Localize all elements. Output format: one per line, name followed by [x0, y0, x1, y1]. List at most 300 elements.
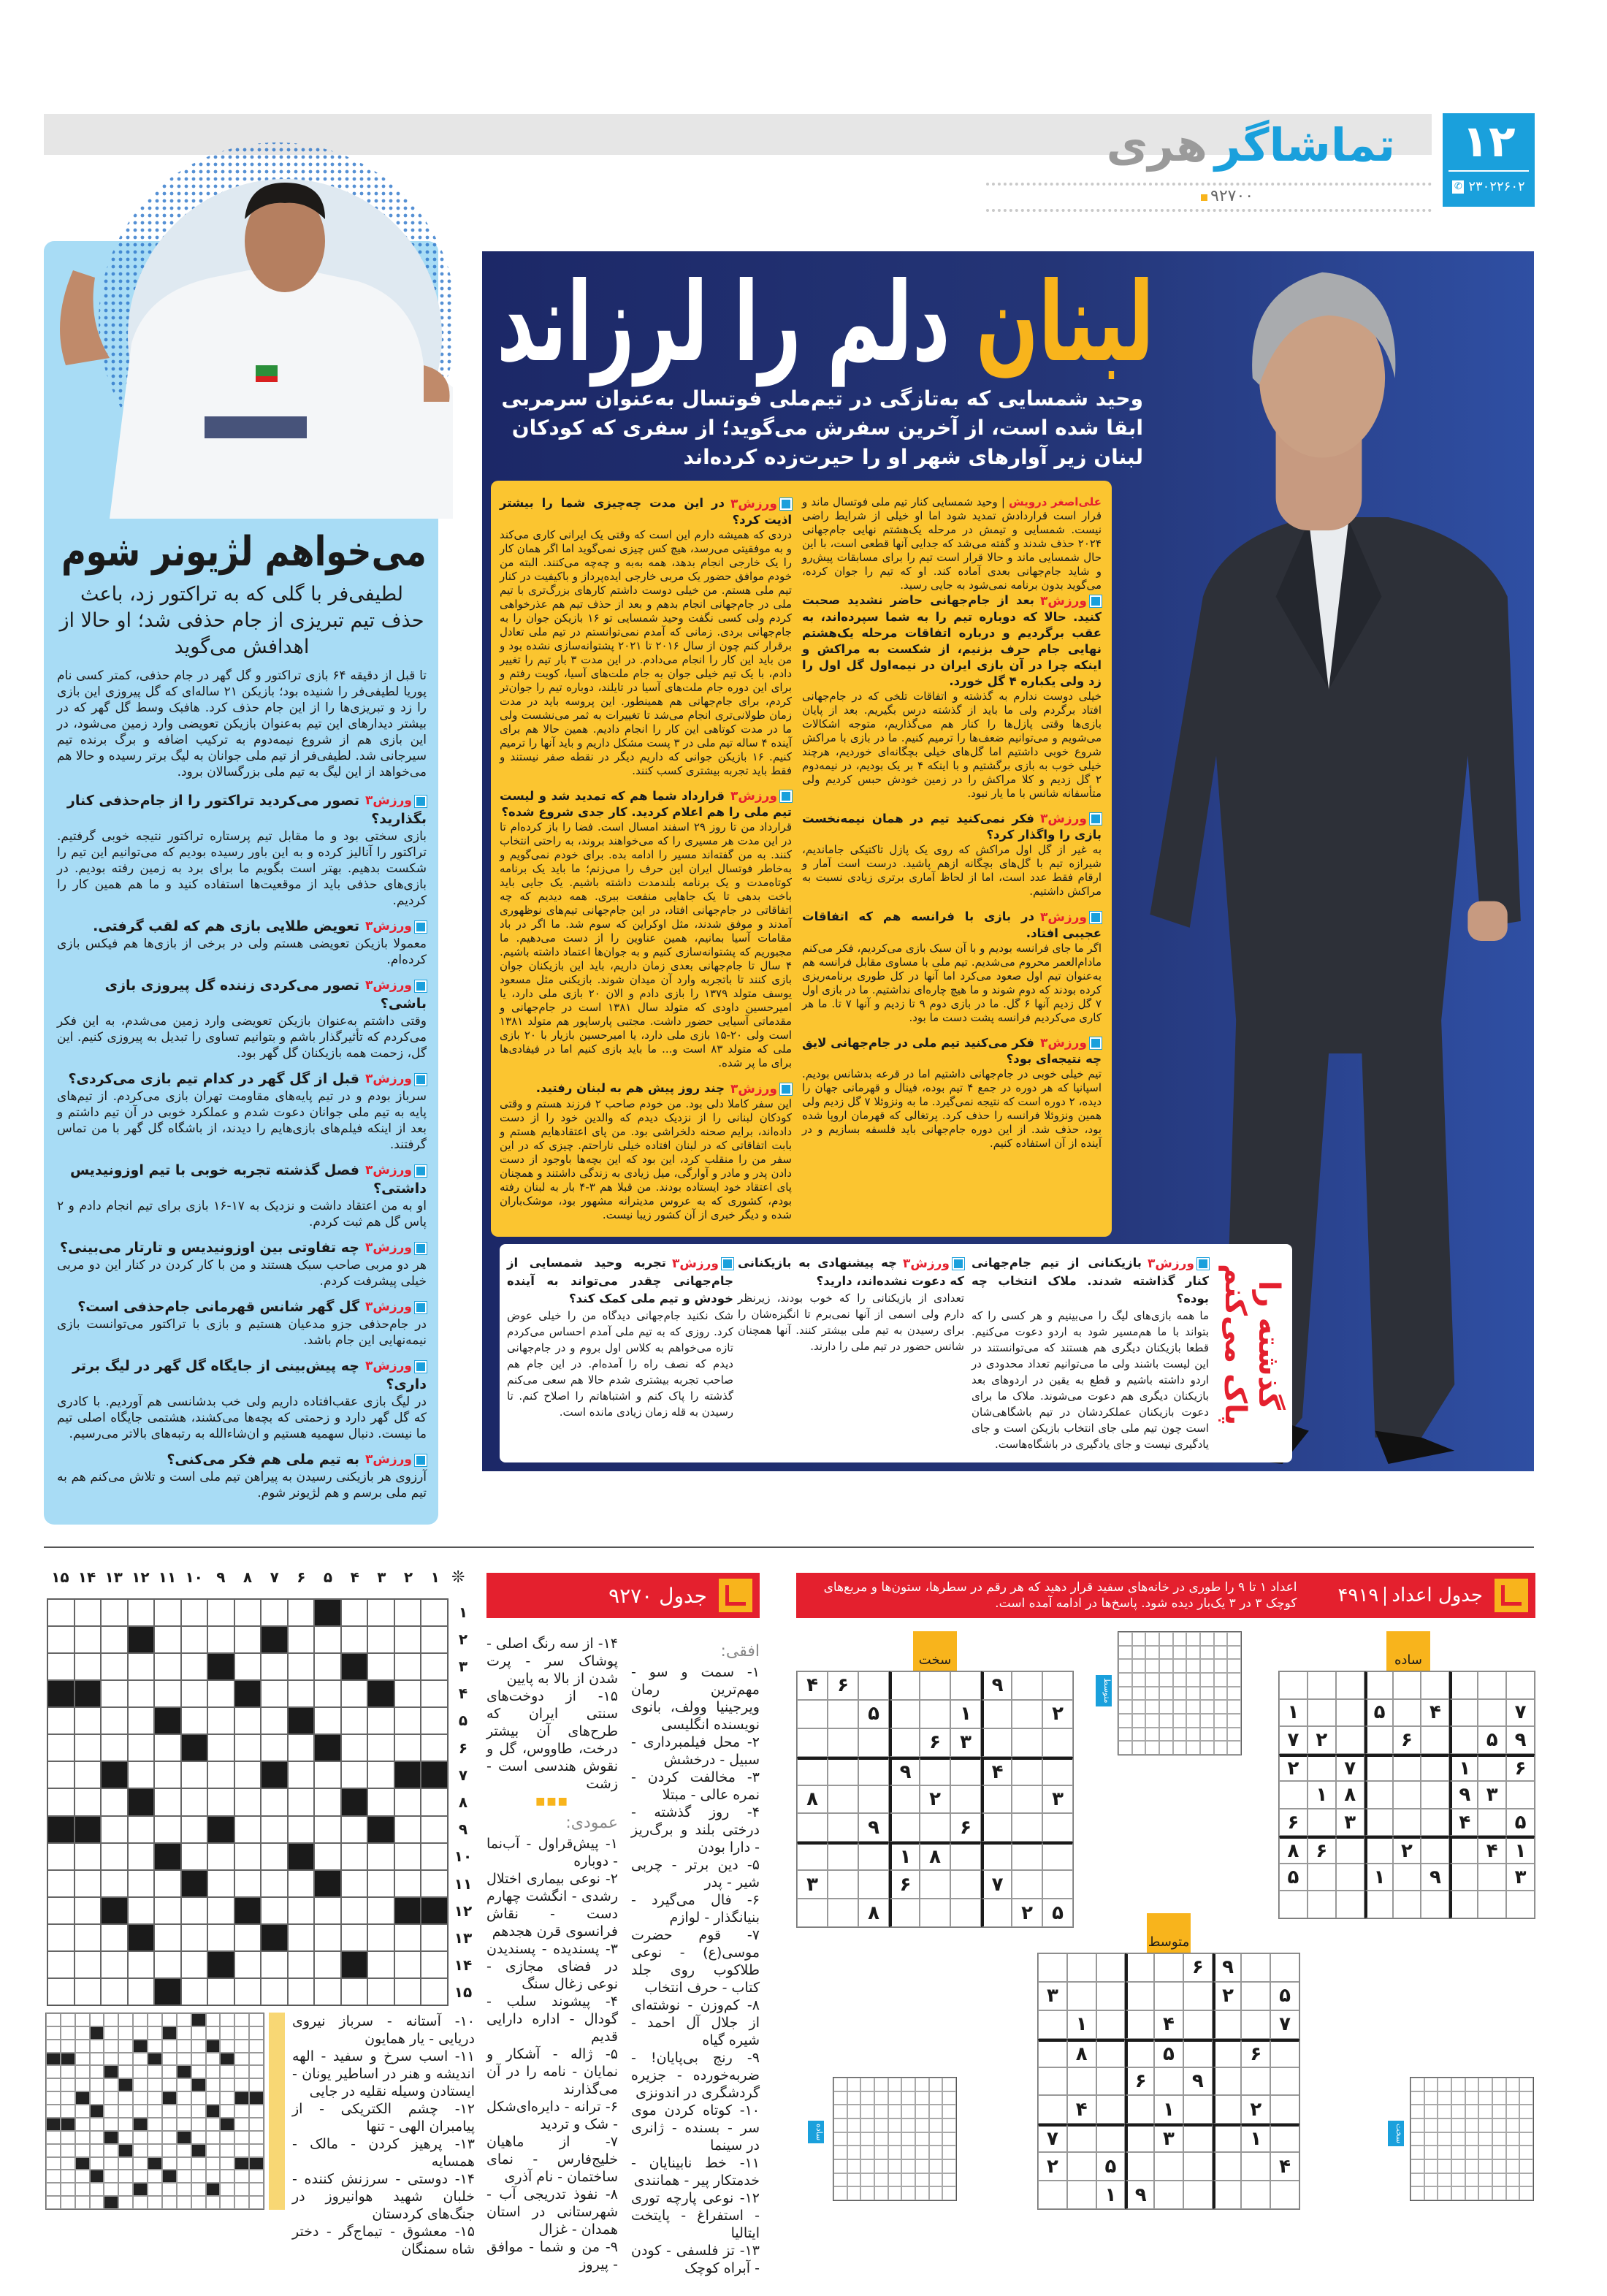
sudoku-cell[interactable]: ۸	[920, 1842, 950, 1870]
crossword-cell[interactable]	[128, 1680, 155, 1707]
crossword-cell[interactable]	[207, 1951, 234, 1978]
sudoku-cell[interactable]	[1042, 1842, 1073, 1870]
crossword-cell[interactable]	[394, 1978, 421, 2005]
sudoku-cell[interactable]: ۳	[1506, 1864, 1535, 1891]
sudoku-cell[interactable]	[1279, 1671, 1308, 1699]
crossword-cell[interactable]	[234, 1653, 262, 1680]
sudoku-cell[interactable]: ۹	[1125, 2181, 1154, 2209]
sudoku-cell[interactable]	[1067, 2152, 1096, 2181]
crossword-cell[interactable]	[394, 1897, 421, 1924]
crossword-cell[interactable]	[101, 1761, 128, 1788]
sudoku-cell[interactable]	[1096, 1982, 1126, 2010]
sudoku-cell[interactable]	[1336, 1891, 1364, 1918]
crossword-cell[interactable]	[47, 1734, 75, 1761]
sudoku-cell[interactable]	[828, 1813, 858, 1842]
crossword-cell[interactable]	[367, 1734, 394, 1761]
crossword-cell[interactable]	[128, 1761, 155, 1788]
crossword-cell[interactable]	[154, 1816, 181, 1843]
crossword-cell[interactable]	[181, 1843, 208, 1870]
sudoku-cell[interactable]	[1042, 1671, 1073, 1700]
crossword-cell[interactable]	[75, 1951, 102, 1978]
crossword-cell[interactable]	[341, 1870, 368, 1897]
crossword-cell[interactable]	[367, 1599, 394, 1626]
crossword-cell[interactable]	[75, 1870, 102, 1897]
sudoku-cell[interactable]	[1154, 2181, 1183, 2209]
crossword-cell[interactable]	[181, 1599, 208, 1626]
sudoku-cell[interactable]	[1279, 1781, 1308, 1809]
sudoku-cell[interactable]: ۲	[1042, 1700, 1073, 1728]
sudoku-cell[interactable]	[950, 1870, 981, 1899]
sudoku-cell[interactable]: ۷	[1270, 2010, 1299, 2039]
crossword-cell[interactable]	[288, 1788, 315, 1815]
crossword-cell[interactable]	[128, 1707, 155, 1734]
crossword-cell[interactable]	[314, 1788, 341, 1815]
crossword-cell[interactable]	[234, 1870, 262, 1897]
crossword-cell[interactable]	[47, 1626, 75, 1653]
crossword-cell[interactable]	[421, 1707, 448, 1734]
sudoku-cell[interactable]: ۷	[1336, 1754, 1364, 1782]
sudoku-cell[interactable]	[1421, 1726, 1449, 1754]
sudoku-cell[interactable]	[858, 1757, 889, 1785]
crossword-cell[interactable]	[75, 1653, 102, 1680]
crossword-cell[interactable]	[394, 1680, 421, 1707]
sudoku-cell[interactable]: ۱	[1096, 2181, 1126, 2209]
sudoku-cell[interactable]: ۴	[981, 1757, 1012, 1785]
sudoku-cell[interactable]: ۳	[1336, 1809, 1364, 1837]
sudoku-cell[interactable]	[889, 1671, 920, 1700]
sudoku-cell[interactable]	[1096, 2124, 1126, 2152]
crossword-cell[interactable]	[101, 1734, 128, 1761]
sudoku-cell[interactable]	[1421, 1754, 1449, 1782]
sudoku-cell[interactable]	[920, 1813, 950, 1842]
sudoku-cell[interactable]	[920, 1870, 950, 1899]
sudoku-cell[interactable]	[1506, 1891, 1535, 1918]
crossword-cell[interactable]	[421, 1978, 448, 2005]
sudoku-cell[interactable]	[1421, 1781, 1449, 1809]
sudoku-cell[interactable]: ۳	[1154, 2124, 1183, 2152]
crossword-cell[interactable]	[261, 1680, 288, 1707]
sudoku-cell[interactable]	[1270, 1953, 1299, 1982]
sudoku-cell[interactable]	[1279, 1891, 1308, 1918]
crossword-cell[interactable]	[341, 1653, 368, 1680]
crossword-cell[interactable]	[75, 1734, 102, 1761]
sudoku-cell[interactable]: ۲	[1393, 1836, 1421, 1864]
sudoku-cell[interactable]	[889, 1728, 920, 1757]
sudoku-cell[interactable]	[1012, 1728, 1042, 1757]
crossword-cell[interactable]	[101, 1843, 128, 1870]
sudoku-cell[interactable]: ۵	[858, 1700, 889, 1728]
sudoku-cell[interactable]	[1241, 2067, 1270, 2096]
crossword-cell[interactable]	[154, 1951, 181, 1978]
crossword-cell[interactable]	[75, 1707, 102, 1734]
crossword-cell[interactable]	[207, 1707, 234, 1734]
crossword-cell[interactable]	[234, 1599, 262, 1626]
sudoku-cell[interactable]: ۴	[1478, 1836, 1506, 1864]
crossword-cell[interactable]	[154, 1707, 181, 1734]
crossword-cell[interactable]	[207, 1680, 234, 1707]
crossword-cell[interactable]	[341, 1978, 368, 2005]
sudoku-cell[interactable]: ۶	[889, 1870, 920, 1899]
crossword-cell[interactable]	[181, 1707, 208, 1734]
crossword-cell[interactable]	[261, 1870, 288, 1897]
crossword-cell[interactable]	[341, 1707, 368, 1734]
crossword-cell[interactable]	[181, 1978, 208, 2005]
sudoku-cell[interactable]	[1012, 1757, 1042, 1785]
sudoku-cell[interactable]	[1038, 2039, 1067, 2067]
crossword-cell[interactable]	[367, 1816, 394, 1843]
sudoku-cell[interactable]	[1393, 1864, 1421, 1891]
crossword-cell[interactable]	[47, 1924, 75, 1951]
crossword-cell[interactable]	[128, 1951, 155, 1978]
sudoku-cell[interactable]: ۱	[1067, 2010, 1096, 2039]
crossword-cell[interactable]	[128, 1626, 155, 1653]
crossword-cell[interactable]	[47, 1653, 75, 1680]
crossword-cell[interactable]	[47, 1761, 75, 1788]
sudoku-cell[interactable]	[1241, 2181, 1270, 2209]
sudoku-cell[interactable]: ۱	[889, 1842, 920, 1870]
sudoku-cell[interactable]: ۴	[1154, 2010, 1183, 2039]
crossword-cell[interactable]	[47, 1788, 75, 1815]
sudoku-cell[interactable]	[1478, 1699, 1506, 1727]
sudoku-cell[interactable]	[1154, 1982, 1183, 2010]
crossword-cell[interactable]	[367, 1897, 394, 1924]
crossword-cell[interactable]	[128, 1788, 155, 1815]
crossword-cell[interactable]	[288, 1978, 315, 2005]
crossword-cell[interactable]	[47, 1951, 75, 1978]
crossword-cell[interactable]	[261, 1626, 288, 1653]
sudoku-cell[interactable]: ۱	[1154, 2095, 1183, 2124]
sudoku-cell[interactable]	[1183, 2124, 1213, 2152]
crossword-cell[interactable]	[75, 1843, 102, 1870]
sudoku-cell[interactable]: ۶	[828, 1671, 858, 1700]
sudoku-cell[interactable]	[1308, 1754, 1336, 1782]
sudoku-cell[interactable]	[950, 1785, 981, 1814]
sudoku-cell[interactable]: ۵	[1270, 1982, 1299, 2010]
sudoku-cell[interactable]	[889, 1785, 920, 1814]
sudoku-cell[interactable]	[1096, 2095, 1126, 2124]
crossword-cell[interactable]	[421, 1626, 448, 1653]
crossword-cell[interactable]	[101, 1870, 128, 1897]
crossword-cell[interactable]	[261, 1788, 288, 1815]
sudoku-cell[interactable]	[1067, 2181, 1096, 2209]
crossword-cell[interactable]	[314, 1680, 341, 1707]
crossword-cell[interactable]	[181, 1680, 208, 1707]
sudoku-cell[interactable]: ۶	[1279, 1809, 1308, 1837]
crossword-cell[interactable]	[421, 1653, 448, 1680]
sudoku-cell[interactable]: ۶	[1241, 2039, 1270, 2067]
sudoku-cell[interactable]	[1364, 1809, 1393, 1837]
sudoku-cell[interactable]: ۸	[1336, 1781, 1364, 1809]
crossword-cell[interactable]	[181, 1653, 208, 1680]
sudoku-cell[interactable]	[1096, 2010, 1126, 2039]
sudoku-cell[interactable]	[797, 1813, 828, 1842]
sudoku-cell[interactable]	[1421, 1891, 1449, 1918]
sudoku-cell[interactable]	[828, 1700, 858, 1728]
sudoku-cell[interactable]	[1364, 1726, 1393, 1754]
sudoku-cell[interactable]	[1449, 1726, 1478, 1754]
crossword-cell[interactable]	[207, 1653, 234, 1680]
sudoku-cell[interactable]	[1038, 2181, 1067, 2209]
sudoku-cell[interactable]	[1270, 2181, 1299, 2209]
sudoku-cell[interactable]: ۵	[1042, 1899, 1073, 1927]
sudoku-cell[interactable]	[1012, 1842, 1042, 1870]
crossword-cell[interactable]	[154, 1978, 181, 2005]
sudoku-cell[interactable]: ۱	[1241, 2124, 1270, 2152]
crossword-cell[interactable]	[207, 1626, 234, 1653]
crossword-cell[interactable]	[234, 1680, 262, 1707]
sudoku-cell[interactable]: ۹	[858, 1813, 889, 1842]
crossword-cell[interactable]	[288, 1816, 315, 1843]
sudoku-cell[interactable]: ۹	[1506, 1726, 1535, 1754]
crossword-cell[interactable]	[261, 1897, 288, 1924]
sudoku-cell[interactable]	[1183, 2010, 1213, 2039]
sudoku-cell[interactable]	[828, 1785, 858, 1814]
crossword-cell[interactable]	[128, 1870, 155, 1897]
sudoku-cell[interactable]: ۳	[1478, 1781, 1506, 1809]
crossword-cell[interactable]	[394, 1707, 421, 1734]
crossword-cell[interactable]	[101, 1924, 128, 1951]
sudoku-cell[interactable]	[920, 1671, 950, 1700]
crossword-cell[interactable]	[181, 1816, 208, 1843]
crossword-cell[interactable]	[421, 1870, 448, 1897]
crossword-cell[interactable]	[128, 1734, 155, 1761]
sudoku-cell[interactable]: ۱	[1506, 1836, 1535, 1864]
sudoku-cell[interactable]	[981, 1785, 1012, 1814]
sudoku-cell[interactable]	[1241, 2152, 1270, 2181]
sudoku-cell[interactable]: ۸	[1067, 2039, 1096, 2067]
crossword-cell[interactable]	[47, 1707, 75, 1734]
crossword-cell[interactable]	[341, 1761, 368, 1788]
sudoku-cell[interactable]: ۲	[1279, 1754, 1308, 1782]
sudoku-cell[interactable]	[1308, 1699, 1336, 1727]
sudoku-cell[interactable]	[1449, 1699, 1478, 1727]
crossword-cell[interactable]	[341, 1680, 368, 1707]
sudoku-cell[interactable]	[920, 1757, 950, 1785]
crossword-cell[interactable]	[288, 1843, 315, 1870]
crossword-cell[interactable]	[47, 1816, 75, 1843]
sudoku-cell[interactable]	[1038, 2067, 1067, 2096]
crossword-cell[interactable]	[314, 1734, 341, 1761]
sudoku-cell[interactable]	[1478, 1864, 1506, 1891]
sudoku-cell[interactable]	[1449, 1891, 1478, 1918]
crossword-cell[interactable]	[207, 1897, 234, 1924]
sudoku-cell[interactable]	[1125, 2095, 1154, 2124]
crossword-cell[interactable]	[314, 1924, 341, 1951]
sudoku-cell[interactable]: ۹	[1421, 1864, 1449, 1891]
sudoku-cell[interactable]	[1364, 1754, 1393, 1782]
crossword-cell[interactable]	[75, 1897, 102, 1924]
crossword-cell[interactable]	[367, 1653, 394, 1680]
sudoku-cell[interactable]	[797, 1842, 828, 1870]
sudoku-cell[interactable]: ۴	[1421, 1699, 1449, 1727]
sudoku-cell[interactable]: ۵	[1364, 1699, 1393, 1727]
sudoku-cell[interactable]: ۸	[1279, 1836, 1308, 1864]
sudoku-cell[interactable]	[1506, 1781, 1535, 1809]
sudoku-cell[interactable]	[950, 1842, 981, 1870]
sudoku-cell[interactable]: ۹	[981, 1671, 1012, 1700]
crossword-cell[interactable]	[288, 1626, 315, 1653]
sudoku-cell[interactable]: ۵	[1506, 1809, 1535, 1837]
sudoku-cell[interactable]: ۲	[1012, 1899, 1042, 1927]
crossword-cell[interactable]	[421, 1951, 448, 1978]
sudoku-cell[interactable]	[1213, 2039, 1242, 2067]
crossword-cell[interactable]	[261, 1599, 288, 1626]
crossword-cell[interactable]	[421, 1924, 448, 1951]
sudoku-cell[interactable]: ۳	[1042, 1785, 1073, 1814]
crossword-cell[interactable]	[181, 1897, 208, 1924]
sudoku-cell[interactable]	[858, 1671, 889, 1700]
crossword-cell[interactable]	[234, 1788, 262, 1815]
crossword-cell[interactable]	[421, 1599, 448, 1626]
sudoku-cell[interactable]	[1478, 1809, 1506, 1837]
crossword-cell[interactable]	[154, 1680, 181, 1707]
crossword-cell[interactable]	[394, 1788, 421, 1815]
crossword-cell[interactable]	[181, 1788, 208, 1815]
crossword-cell[interactable]	[288, 1761, 315, 1788]
crossword-cell[interactable]	[128, 1843, 155, 1870]
sudoku-cell[interactable]	[889, 1700, 920, 1728]
crossword-cell[interactable]	[234, 1707, 262, 1734]
crossword-cell[interactable]	[75, 1924, 102, 1951]
sudoku-cell[interactable]	[1270, 2067, 1299, 2096]
crossword-cell[interactable]	[314, 1897, 341, 1924]
sudoku-cell[interactable]	[1364, 1891, 1393, 1918]
sudoku-cell[interactable]: ۵	[1096, 2152, 1126, 2181]
sudoku-cell[interactable]	[1125, 2039, 1154, 2067]
crossword-cell[interactable]	[341, 1734, 368, 1761]
crossword-cell[interactable]	[288, 1653, 315, 1680]
sudoku-cell[interactable]: ۶	[1308, 1836, 1336, 1864]
crossword-cell[interactable]	[261, 1816, 288, 1843]
sudoku-cell[interactable]	[1042, 1757, 1073, 1785]
crossword-cell[interactable]	[394, 1870, 421, 1897]
sudoku-cell[interactable]	[981, 1813, 1012, 1842]
crossword-cell[interactable]	[367, 1788, 394, 1815]
sudoku-cell[interactable]	[981, 1899, 1012, 1927]
crossword-cell[interactable]	[234, 1626, 262, 1653]
crossword-cell[interactable]	[341, 1951, 368, 1978]
crossword-cell[interactable]	[154, 1843, 181, 1870]
sudoku-cell[interactable]	[1042, 1870, 1073, 1899]
crossword-cell[interactable]	[288, 1924, 315, 1951]
sudoku-cell[interactable]	[1154, 1953, 1183, 1982]
sudoku-cell[interactable]	[1012, 1785, 1042, 1814]
sudoku-cell[interactable]	[1042, 1813, 1073, 1842]
crossword-cell[interactable]	[101, 1707, 128, 1734]
sudoku-cell[interactable]: ۳	[1038, 1982, 1067, 2010]
sudoku-cell[interactable]: ۹	[1449, 1781, 1478, 1809]
sudoku-cell[interactable]: ۵	[1478, 1726, 1506, 1754]
sudoku-cell[interactable]	[1364, 1781, 1393, 1809]
sudoku-cell[interactable]	[1308, 1809, 1336, 1837]
crossword-cell[interactable]	[341, 1816, 368, 1843]
sudoku-cell[interactable]	[1270, 2095, 1299, 2124]
sudoku-cell[interactable]: ۶	[1125, 2067, 1154, 2096]
crossword-cell[interactable]	[261, 1653, 288, 1680]
crossword-cell[interactable]	[367, 1951, 394, 1978]
crossword-cell[interactable]	[261, 1707, 288, 1734]
crossword-cell[interactable]	[101, 1788, 128, 1815]
crossword-cell[interactable]	[207, 1978, 234, 2005]
sudoku-cell[interactable]	[1183, 2181, 1213, 2209]
crossword-cell[interactable]	[154, 1897, 181, 1924]
sudoku-cell[interactable]	[1241, 2010, 1270, 2039]
crossword-cell[interactable]	[288, 1951, 315, 1978]
sudoku-cell[interactable]	[1183, 2095, 1213, 2124]
sudoku-cell[interactable]	[1478, 1754, 1506, 1782]
sudoku-cell[interactable]: ۹	[1183, 2067, 1213, 2096]
sudoku-cell[interactable]	[1125, 2152, 1154, 2181]
sudoku-cell[interactable]	[1067, 2124, 1096, 2152]
sudoku-cell[interactable]	[797, 1757, 828, 1785]
sudoku-cell[interactable]	[1038, 2095, 1067, 2124]
crossword-cell[interactable]	[75, 1816, 102, 1843]
sudoku-cell[interactable]: ۷	[981, 1870, 1012, 1899]
sudoku-cell[interactable]	[1096, 1953, 1126, 1982]
sudoku-cell[interactable]	[920, 1700, 950, 1728]
sudoku-cell[interactable]	[1183, 2039, 1213, 2067]
sudoku-cell[interactable]	[1012, 1870, 1042, 1899]
sudoku-cell[interactable]	[1213, 2010, 1242, 2039]
crossword-cell[interactable]	[288, 1707, 315, 1734]
sudoku-cell[interactable]	[1421, 1836, 1449, 1864]
crossword-cell[interactable]	[128, 1599, 155, 1626]
crossword-cell[interactable]	[75, 1761, 102, 1788]
crossword-cell[interactable]	[341, 1599, 368, 1626]
sudoku-cell[interactable]	[1506, 1671, 1535, 1699]
sudoku-cell[interactable]	[950, 1671, 981, 1700]
crossword-cell[interactable]	[314, 1599, 341, 1626]
crossword-cell[interactable]	[314, 1707, 341, 1734]
crossword-cell[interactable]	[394, 1843, 421, 1870]
crossword-cell[interactable]	[314, 1951, 341, 1978]
crossword-cell[interactable]	[234, 1761, 262, 1788]
crossword-cell[interactable]	[261, 1978, 288, 2005]
sudoku-cell[interactable]	[950, 1757, 981, 1785]
sudoku-cell[interactable]: ۱	[1449, 1754, 1478, 1782]
crossword-cell[interactable]	[181, 1951, 208, 1978]
crossword-cell[interactable]	[154, 1653, 181, 1680]
sudoku-cell[interactable]	[981, 1842, 1012, 1870]
sudoku-cell[interactable]	[981, 1700, 1012, 1728]
sudoku-cell[interactable]	[1393, 1671, 1421, 1699]
crossword-cell[interactable]	[314, 1653, 341, 1680]
sudoku-cell[interactable]	[828, 1870, 858, 1899]
sudoku-cell[interactable]	[1241, 1982, 1270, 2010]
crossword-cell[interactable]	[367, 1680, 394, 1707]
sudoku-cell[interactable]	[1364, 1836, 1393, 1864]
sudoku-cell[interactable]	[1393, 1699, 1421, 1727]
sudoku-cell[interactable]	[1183, 2152, 1213, 2181]
crossword-cell[interactable]	[47, 1897, 75, 1924]
sudoku-cell[interactable]	[858, 1870, 889, 1899]
sudoku-cell[interactable]: ۲	[1241, 2095, 1270, 2124]
sudoku-cell[interactable]: ۹	[889, 1757, 920, 1785]
crossword-cell[interactable]	[367, 1870, 394, 1897]
crossword-cell[interactable]	[367, 1978, 394, 2005]
sudoku-cell[interactable]	[1154, 2152, 1183, 2181]
sudoku-cell[interactable]	[1038, 1953, 1067, 1982]
sudoku-cell[interactable]: ۳	[950, 1728, 981, 1757]
crossword-cell[interactable]	[394, 1951, 421, 1978]
sudoku-cell[interactable]	[797, 1700, 828, 1728]
sudoku-cell[interactable]	[1154, 2067, 1183, 2096]
crossword-cell[interactable]	[261, 1951, 288, 1978]
crossword-cell[interactable]	[75, 1680, 102, 1707]
crossword-cell[interactable]	[314, 1843, 341, 1870]
crossword-cell[interactable]	[367, 1761, 394, 1788]
crossword-cell[interactable]	[261, 1924, 288, 1951]
